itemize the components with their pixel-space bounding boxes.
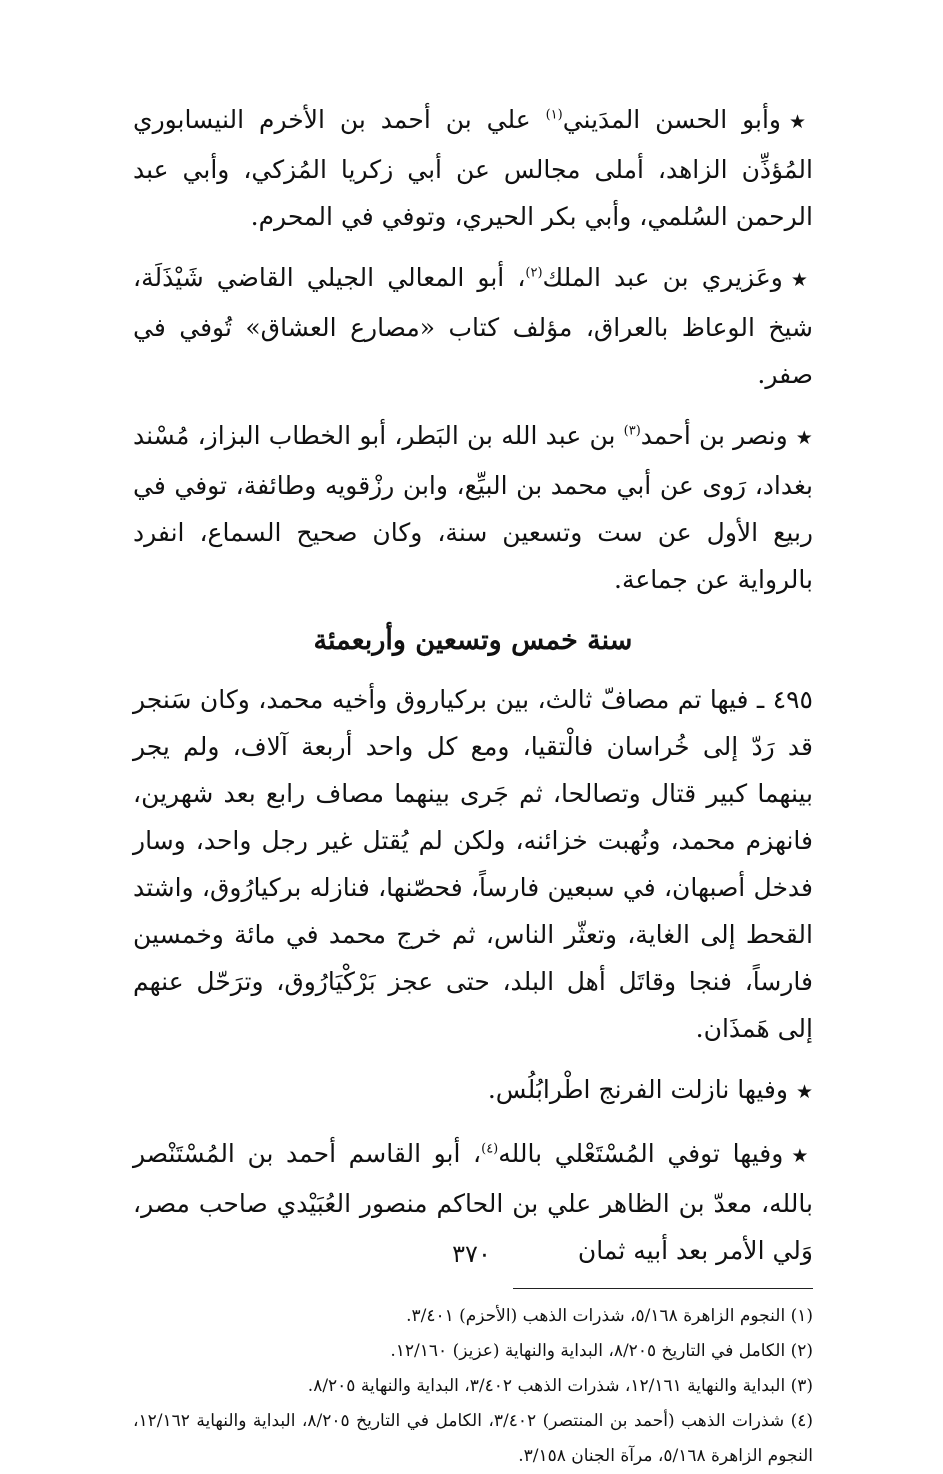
star-icon: ★ xyxy=(791,1145,813,1167)
entry-text: بن عبد الله بن البَطر، أبو الخطاب البزاز، مُسْند بغداد، رَوى عن أبي محمد بن البيِّع، وابن رزْقويه وطائفة، توفي في ربيع الأول عن ست وتسعين سنة، وكان صحيح السماع، انفرد بالرواية عن جماعة. xyxy=(133,421,813,594)
page-number: ٣٧٠ xyxy=(452,1240,491,1268)
footnotes xyxy=(133,1299,813,1474)
entry-text: وأبو الحسن المدَيني xyxy=(562,105,781,134)
footnote-ref: (١) xyxy=(545,107,563,123)
entry-text: علي بن أحمد بن الأخرم النيسابوري المُؤذِّن الزاهد، أملى مجالس عن أبي زكريا المُزكي، وأبي عبد الرحمن السُلمي، وأبي بكر الحيري، وتوفي في المحرم. xyxy=(133,105,813,231)
footnote-4: (٤) شذرات الذهب (أحمد بن المنتصر) ٣/٤٠٢، الكامل في التاريخ ٨/٢٠٥، البداية والنهاية ١٢/١٦٢، النجوم الزاهرة ٥/١٦٨، مرآة الجنان ٣/١٥٨. xyxy=(133,1411,813,1466)
footnote-ref: (٤) xyxy=(481,1141,499,1157)
footnote-ref: (٢) xyxy=(525,265,543,281)
entry-ali-al-madini xyxy=(133,96,813,240)
main-paragraph: ٤٩٥ ـ فيها تم مصافّ ثالث، بين بركياروق وأخيه محمد، وكان سَنجر قد رَدّ إلى خُراسان فالْتقيا، ومع كل واحد أربعة آلاف، ولم يجر بينهما كبير قتال وتصالحا، ثم جَرى بينهما مصاف رابع بعد شهرين، فانهزم محمد، ونُهبت خزائنه، ولكن لم يُقتل غير رجل واحد، وسار فدخل أصبهان، في سبعين فارساً، فحصّنها، فنازله بركيارُوق، واشتد القحط إلى الغاية، وتعثّر الناس، ثم خرج محمد في مائة وخمسين فارساً، فنجا وقاتَل أهل البلد، حتى عجز بَرْكْيَارُوق، وترَحّل عنهم إلى هَمذَان. xyxy=(133,685,813,1043)
entry-text: وفيها نازلت الفرنج اطْرابُلُس. xyxy=(487,1075,788,1104)
entry-aziri xyxy=(133,254,813,398)
star-icon: ★ xyxy=(795,427,813,449)
entry-text: وفيها توفي المُسْتَعْلي بالله xyxy=(498,1139,784,1168)
section-heading: سنة خمس وتسعين وأربعمئة xyxy=(313,625,633,656)
entry-tripoli xyxy=(133,1066,813,1116)
entry-text: وعَزيري بن عبد الملك xyxy=(542,263,783,292)
entry-text: ، أبو المعالي الجيلي القاضي شَيْذَلَة، شيخ الوعاظ بالعراق، مؤلف كتاب «مصارع العشاق» تُوفي في صفر. xyxy=(133,263,813,389)
entry-nasr xyxy=(133,412,813,603)
footnote-2: (٢) الكامل في التاريخ ٨/٢٠٥، البداية والنهاية (عزيز) ١٢/١٦٠. xyxy=(390,1341,813,1361)
footnote-1: (١) النجوم الزاهرة ٥/١٦٨، شذرات الذهب (الأحزم) ٣/٤٠١. xyxy=(406,1306,813,1326)
star-icon: ★ xyxy=(795,1081,813,1103)
star-icon: ★ xyxy=(788,111,813,133)
footnote-divider xyxy=(513,1288,813,1289)
entry-text: ، أبو القاسم أحمد بن المُسْتَنْصر بالله، معدّ بن الظاهر علي بن الحاكم منصور العُبَيْدي صاحب مصر، وَلي الأمر بعد أبيه ثمان xyxy=(133,1139,813,1265)
star-icon: ★ xyxy=(790,269,813,291)
footnote-3: (٣) البداية والنهاية ١٢/١٦١، شذرات الذهب ٣/٤٠٢، البداية والنهاية ٨/٢٠٥. xyxy=(307,1376,813,1396)
footnote-ref: (٣) xyxy=(623,423,641,439)
entry-text: ونصر بن أحمد xyxy=(640,421,788,450)
